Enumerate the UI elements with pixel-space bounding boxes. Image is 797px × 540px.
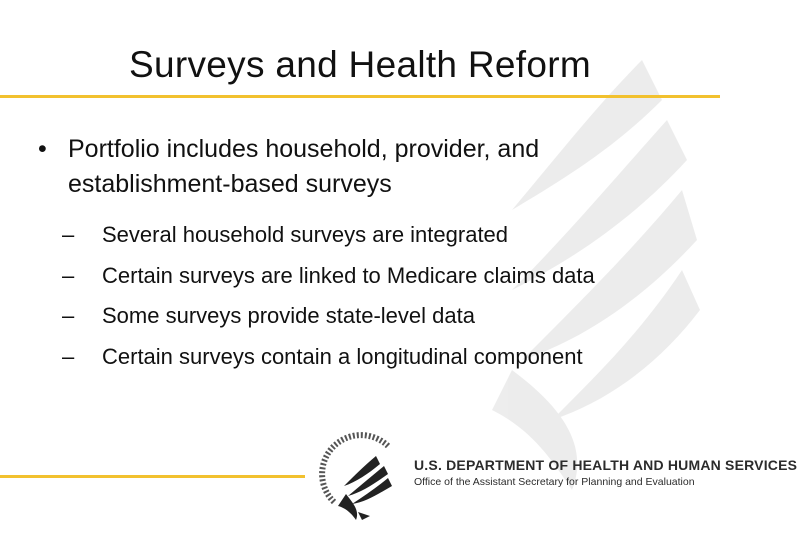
office-name: Office of the Assistant Secretary for Planning and Evaluation xyxy=(414,476,695,488)
sub-bullet-list xyxy=(38,220,698,372)
sub-bullet xyxy=(62,220,698,250)
sub-bullet-marker: – xyxy=(62,262,75,288)
slide-title: Surveys and Health Reform xyxy=(129,44,591,85)
sub-bullet-text: Certain surveys are linked to Medicare claims data xyxy=(102,262,595,288)
slide-content xyxy=(38,132,698,382)
sub-bullet-text: Some surveys provide state-level data xyxy=(102,303,475,328)
main-bullet-text: Portfolio includes household, provider, and establishment-based surveys xyxy=(68,135,540,198)
bullet-marker: • xyxy=(38,135,47,163)
sub-bullet-marker: – xyxy=(62,303,75,328)
sub-bullet-marker: – xyxy=(62,343,75,369)
sub-bullet xyxy=(62,342,698,372)
department-name: U.S. DEPARTMENT OF HEALTH AND HUMAN SERVICES xyxy=(414,457,797,473)
sub-bullet xyxy=(62,301,698,331)
hhs-eagle-seal-icon xyxy=(318,432,414,528)
sub-bullet-text: Several household surveys are integrated xyxy=(102,222,509,247)
sub-bullet xyxy=(62,261,698,291)
title-divider xyxy=(0,95,720,98)
sub-bullet-text: Certain surveys contain a longitudinal component xyxy=(102,343,583,369)
footer-divider xyxy=(0,475,305,478)
sub-bullet-marker: – xyxy=(62,222,75,247)
main-bullet xyxy=(38,132,698,202)
